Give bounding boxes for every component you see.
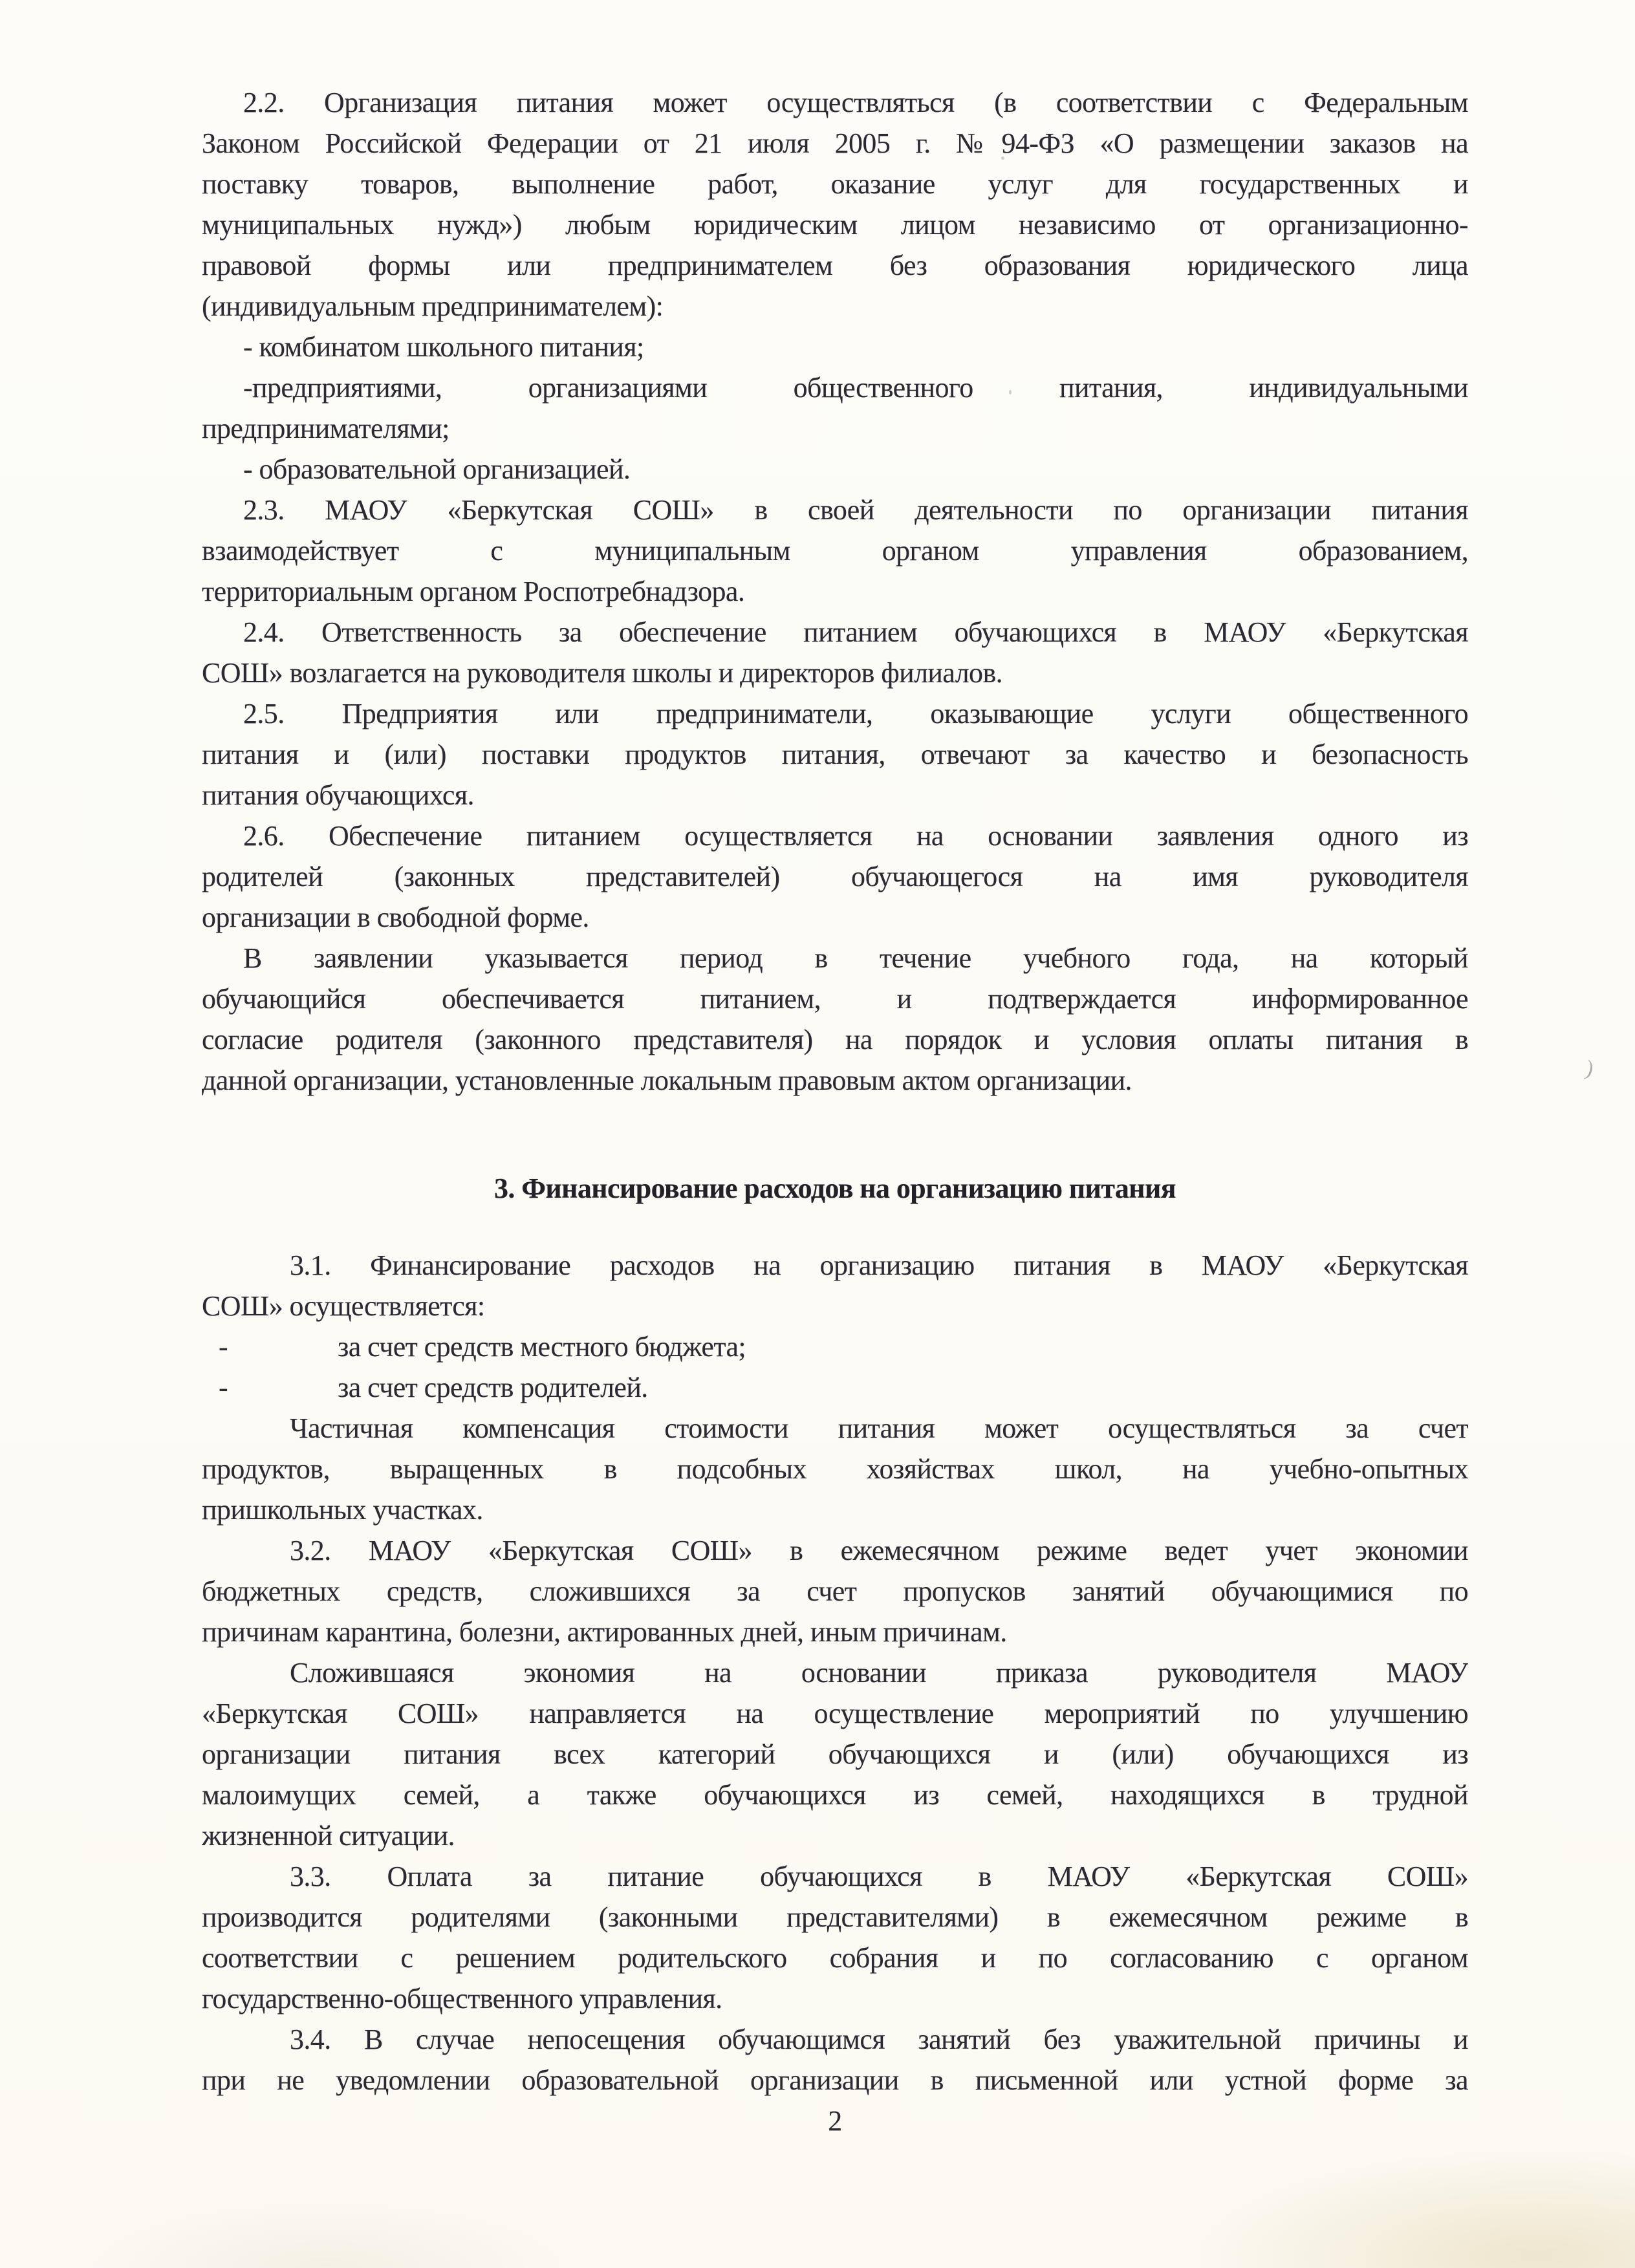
text-line: организации питания всех категорий обучающихся и (или) обучающихся из — [202, 1738, 1468, 1770]
text-line: поставку товаров, выполнение работ, оказание услуг для государственных и — [202, 168, 1468, 200]
paragraph-zayavlenie — [202, 938, 1468, 1101]
scan-speck — [1001, 157, 1004, 160]
text-line: 2.6. Обеспечение питанием осуществляется на основании заявления одного из — [243, 820, 1468, 852]
text-line: Сложившаяся экономия на основании приказа руководителя МАОУ — [290, 1657, 1468, 1689]
text-line: соответствии с решением родительского собрания и по согласованию с органом — [202, 1942, 1468, 1974]
list-item-predpriyatiya — [202, 367, 1468, 449]
list-item-obrazovatelnaya — [202, 449, 1468, 490]
text-line: питания и (или) поставки продуктов питания, отвечают за качество и безопасность — [202, 739, 1468, 770]
text-line: - комбинатом школьного питания; — [243, 331, 644, 363]
paragraph-slozhivshayasya — [202, 1652, 1468, 1856]
dash-marker: - — [219, 1331, 228, 1363]
text-line: - образовательной организацией. — [243, 453, 631, 485]
list-item-parents — [202, 1367, 1468, 1408]
text-line: -предприятиями, организациями общественного питания, индивидуальными — [243, 372, 1468, 404]
paragraph-3-1 — [202, 1245, 1468, 1326]
text-line: В заявлении указывается период в течение учебного года, на который — [243, 942, 1468, 974]
text-line: питания обучающихся. — [202, 779, 474, 811]
paragraph-3-2 — [202, 1530, 1468, 1652]
text-line: данной организации, установленные локальным правовым актом организации. — [202, 1064, 1132, 1096]
text-line: Законом Российской Федерации от 21 июля 2005 г. №94-ФЗ «О размещении заказов на — [202, 127, 1468, 159]
text-line: 2.4. Ответственность за обеспечение питанием обучающихся в МАОУ «Беркутская — [243, 616, 1468, 648]
paragraph-3-3 — [202, 1856, 1468, 2019]
list-item-text: за счет средств родителей. — [338, 1372, 648, 1403]
list-item-text: за счет средств местного бюджета; — [338, 1331, 746, 1363]
scan-speck — [1009, 390, 1012, 394]
text-line: 2.3. МАОУ «Беркутская СОШ» в своей деятельности по организации питания — [243, 494, 1468, 526]
text-line: бюджетных средств, сложившихся за счет пропусков занятий обучающимися по — [202, 1575, 1468, 1607]
text-line: территориальным органом Роспотребнадзора. — [202, 576, 745, 607]
text-line: малоимущих семей, а также обучающихся из семей, находящихся в трудной — [202, 1779, 1468, 1811]
text-line: жизненной ситуации. — [202, 1820, 455, 1852]
paragraph-2-6 — [202, 815, 1468, 938]
text-line: родителей (законных представителей) обучающегося на имя руководителя — [202, 861, 1468, 892]
dash-marker: - — [219, 1372, 228, 1403]
text-line: СОШ» осуществляется: — [202, 1290, 485, 1322]
text-line: государственно-общественного управления. — [202, 1983, 722, 2014]
list-item-kombinat — [202, 327, 1468, 367]
text-line: причинам карантина, болезни, актированных дней, иным причинам. — [202, 1616, 1007, 1648]
paragraph-chastichnaya — [202, 1408, 1468, 1530]
text-line: СОШ» возлагается на руководителя школы и директоров филиалов. — [202, 657, 1003, 689]
list-item-budget — [202, 1326, 1468, 1367]
text-column — [202, 82, 1468, 2141]
text-line: 3.3. Оплата за питание обучающихся в МАОУ «Беркутская СОШ» — [290, 1861, 1468, 1892]
text-line: муниципальных нужд») любым юридическим лицом независимо от организационно- — [202, 209, 1468, 241]
paragraph-2-3 — [202, 490, 1468, 612]
paragraph-2-2 — [202, 82, 1468, 327]
text-line: 2.5. Предприятия или предприниматели, оказывающие услуги общественного — [243, 698, 1468, 729]
text-line: 3.1. Финансирование расходов на организацию питания в МАОУ «Беркутская — [290, 1249, 1468, 1281]
text-line: «Беркутская СОШ» направляется на осуществление мероприятий по улучшению — [202, 1698, 1468, 1729]
text-line: Частичная компенсация стоимости питания может осуществляться за счет — [290, 1412, 1468, 1444]
text-line: продуктов, выращенных в подсобных хозяйствах школ, на учебно-опытных — [202, 1453, 1468, 1485]
section-3-heading: 3. Финансирование расходов на организацию питания — [494, 1172, 1176, 1204]
text-line: правовой формы или предпринимателем без образования юридического лица — [202, 250, 1468, 281]
text-line: обучающийся обеспечивается питанием, и подтверждается информированное — [202, 983, 1468, 1015]
text-line: пришкольных участках. — [202, 1494, 483, 1526]
text-line: 2.2. Организация питания может осуществляться (в соответствии с Федеральным — [243, 87, 1468, 118]
text-line: при не уведомлении образовательной организации в письменной или устной форме за — [202, 2064, 1468, 2096]
paragraph-2-5 — [202, 693, 1468, 815]
paragraph-3-4 — [202, 2019, 1468, 2101]
text-line: взаимодействует с муниципальным органом управления образованием, — [202, 535, 1468, 567]
page-number: 2 — [828, 2105, 842, 2137]
text-line: организации в свободной форме. — [202, 902, 589, 933]
text-line: предпринимателями; — [202, 413, 449, 444]
text-line: 3.4. В случае непосещения обучающимся занятий без уважительной причины и — [290, 2024, 1468, 2055]
text-line: согласие родителя (законного представителя) на порядок и условия оплаты питания в — [202, 1024, 1468, 1055]
text-line: 3.2. МАОУ «Беркутская СОШ» в ежемесячном режиме ведет учет экономии — [290, 1535, 1468, 1566]
text-line: (индивидуальным предпринимателем): — [202, 290, 664, 322]
text-line: производится родителями (законными представителями) в ежемесячном режиме в — [202, 1901, 1468, 1933]
vertical-gap — [202, 1101, 1468, 1168]
scan-artifact: ) — [1583, 1056, 1596, 1081]
paragraph-2-4 — [202, 612, 1468, 693]
vertical-gap — [202, 1209, 1468, 1245]
